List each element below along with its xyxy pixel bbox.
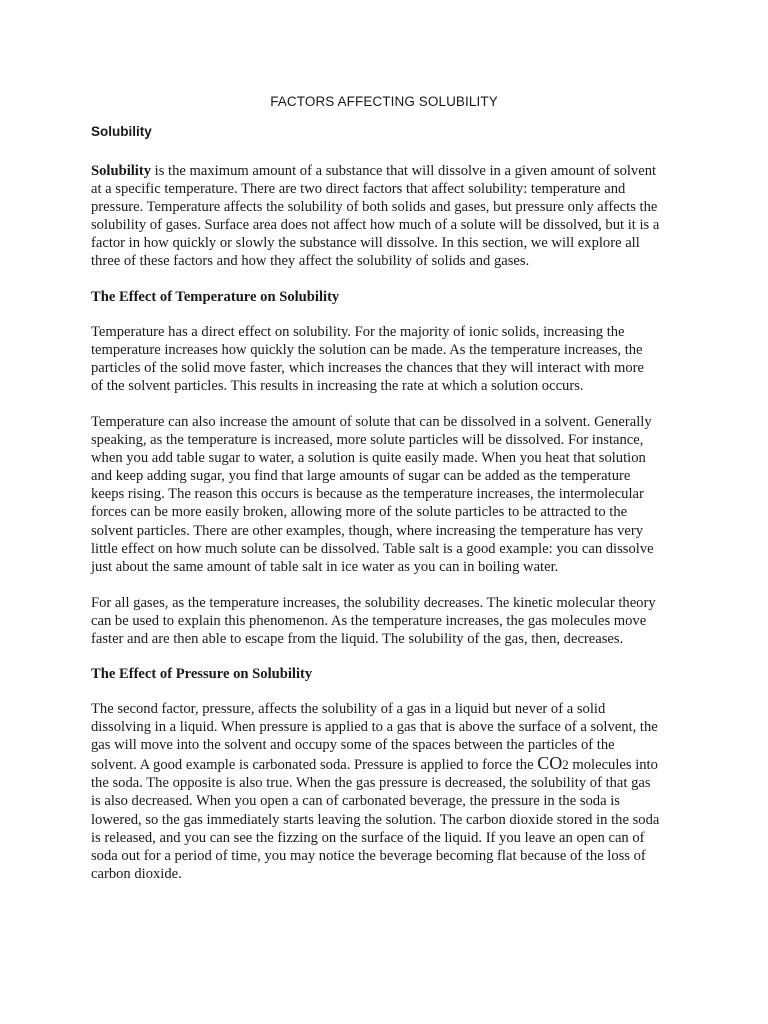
paragraph-line: dissolving in a liquid. When pressure is applied to a gas that is above the surface of a solvent, the xyxy=(91,719,658,736)
intro-line xyxy=(91,162,691,180)
paragraph-line: carbon dioxide. xyxy=(91,865,182,882)
temperature-heading: The Effect of Temperature on Solubility xyxy=(91,289,340,305)
co2-line-after: molecules into xyxy=(568,757,658,774)
temperature-paragraph-2 xyxy=(91,413,691,576)
paragraph-line-co2 xyxy=(91,754,691,774)
paragraph-line: gas will move into the solvent and occupy some of the spaces between the particles of the xyxy=(91,737,615,754)
paragraph-line: the soda. The opposite is also true. When the gas pressure is decreased, the solubility of that gas xyxy=(91,775,651,792)
document-title: FACTORS AFFECTING SOLUBILITY xyxy=(270,94,498,109)
paragraph-line: little effect on how much solute can be dissolved. Table salt is a good example: you can dissolve xyxy=(91,540,654,557)
paragraph-line: Temperature has a direct effect on solubility. For the majority of ionic solids, increasing the xyxy=(91,324,625,340)
paragraph-line: is released, and you can see the fizzing on the surface of the liquid. If you leave an open can of xyxy=(91,829,645,846)
paragraph-line: particles of the solid move faster, which increases the chances that they will interact with more xyxy=(91,360,644,377)
intro-paragraph xyxy=(91,162,691,271)
paragraph-line: For all gases, as the temperature increases, the solubility decreases. The kinetic molecular theory xyxy=(91,595,656,611)
paragraph-line: temperature increases how quickly the solution can be made. As the temperature increases, the xyxy=(91,342,643,359)
co2-formula-subscript: 2 xyxy=(562,757,569,773)
co2-line-before: solvent. A good example is carbonated soda. Pressure is applied to force the xyxy=(91,757,538,774)
paragraph-line: of the solvent particles. This results in increasing the rate at which a solution occurs. xyxy=(91,378,584,395)
co2-formula-main: CO xyxy=(537,753,563,774)
pressure-paragraph xyxy=(91,700,691,883)
paragraph-line: Temperature can also increase the amount of solute that can be dissolved in a solvent. Generally xyxy=(91,414,652,430)
paragraph-line: is also decreased. When you open a can of carbonated beverage, the pressure in the soda is xyxy=(91,793,620,810)
paragraph-line: can be used to explain this phenomenon. As the temperature increases, the gas molecules move xyxy=(91,613,647,630)
paragraph-line: when you add table sugar to water, a solution is quite easily made. When you heat that solution xyxy=(91,450,646,467)
paragraph-line: and keep adding sugar, you find that large amounts of sugar can be added as the temperature xyxy=(91,468,631,485)
paragraph-line: forces can be more easily broken, allowing more of the solute particles to be attracted to the xyxy=(91,504,628,521)
paragraph-line: just about the same amount of table salt in ice water as you can in boiling water. xyxy=(91,558,559,575)
section-label-solubility: Solubility xyxy=(91,124,152,139)
paragraph-line: faster and are then able to escape from the liquid. The solubility of the gas, then, decreases. xyxy=(91,631,624,648)
intro-line: solubility of gases. Surface area does not affect how much of a solute will be dissolved, but it is a xyxy=(91,217,660,234)
intro-line1-rest: is the maximum amount of a substance that will dissolve in a given amount of solvent xyxy=(151,163,657,179)
intro-term: Solubility xyxy=(91,163,152,179)
intro-line: at a specific temperature. There are two direct factors that affect solubility: temperature and xyxy=(91,181,626,198)
temperature-paragraph-3 xyxy=(91,594,691,648)
paragraph-line: soda out for a period of time, you may notice the beverage becoming flat because of the loss of xyxy=(91,847,646,864)
intro-line: pressure. Temperature affects the solubility of both solids and gases, but pressure only affects the xyxy=(91,199,658,216)
intro-line: factor in how quickly or slowly the substance will dissolve. In this section, we will explore all xyxy=(91,235,640,252)
paragraph-line: The second factor, pressure, affects the solubility of a gas in a liquid but never of a solid xyxy=(91,701,606,717)
paragraph-line: keeps rising. The reason this occurs is because as the temperature increases, the intermolecular xyxy=(91,486,644,503)
paragraph-line: lowered, so the gas immediately starts leaving the solution. The carbon dioxide stored in the soda xyxy=(91,811,660,828)
pressure-heading: The Effect of Pressure on Solubility xyxy=(91,666,313,682)
paragraph-line: speaking, as the temperature is increased, more solute particles will be dissolved. For instance, xyxy=(91,432,644,449)
intro-line: three of these factors and how they affect the solubility of solids and gases. xyxy=(91,253,530,270)
temperature-paragraph-1 xyxy=(91,323,691,395)
paragraph-line: solvent particles. There are other examples, though, where increasing the temperature has very xyxy=(91,522,644,539)
